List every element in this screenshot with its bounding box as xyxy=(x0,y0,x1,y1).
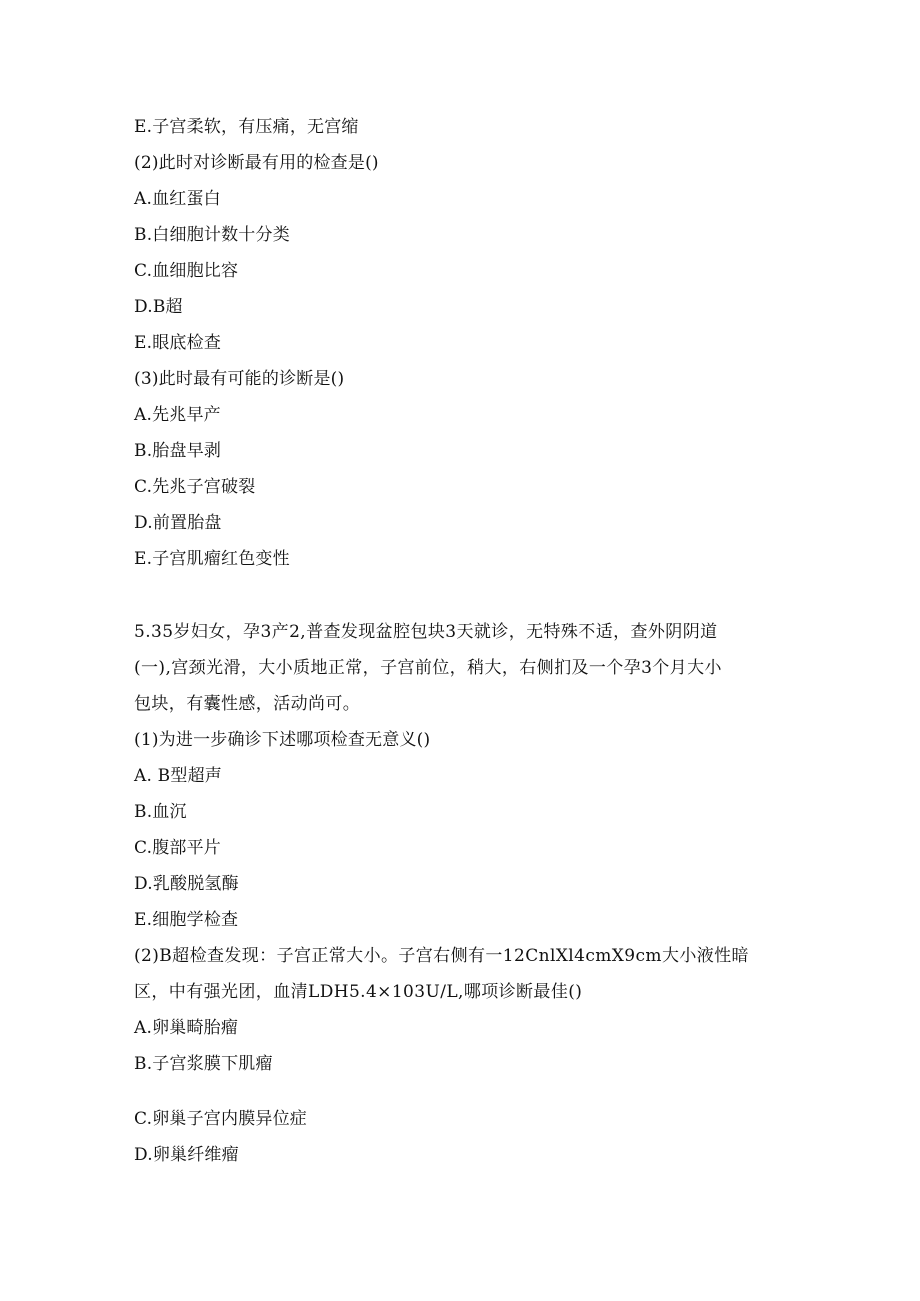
q5-stem-line-3: 包块，有囊性感，活动尚可。 xyxy=(134,694,361,714)
q5-sub2-option-a: A.卵巢畸胎瘤 xyxy=(134,1018,239,1038)
q5-sub1-option-b: B.血沉 xyxy=(134,802,187,822)
q4-sub1-option-e: E.子宫柔软，有压痛，无宫缩 xyxy=(134,117,359,137)
q4-sub3-option-c: C.先兆子宫破裂 xyxy=(134,477,256,497)
q4-sub3-stem: (3)此时最有可能的诊断是() xyxy=(134,369,345,389)
q4-sub3-option-d: D.前置胎盘 xyxy=(134,513,222,533)
q4-sub2-option-a: A.血红蛋白 xyxy=(134,189,221,209)
q4-sub3-option-a: A.先兆早产 xyxy=(134,405,221,425)
q5-sub1-stem: (1)为进一步确诊下述哪项检查无意义() xyxy=(134,730,431,750)
q4-sub2-option-b: B.白细胞计数十分类 xyxy=(134,225,290,245)
q5-stem-line-1: 5.35岁妇女，孕3产2,普查发现盆腔包块3天就诊，无特殊不适，查外阴阴道 xyxy=(134,622,718,642)
q5-sub1-option-e: E.细胞学检查 xyxy=(134,910,239,930)
q5-sub2-option-b: B.子宫浆膜下肌瘤 xyxy=(134,1054,273,1074)
q4-sub2-option-e: E.眼底检查 xyxy=(134,333,222,353)
q5-sub1-option-d: D.乳酸脱氢酶 xyxy=(134,874,239,894)
q5-sub2-stem-line-2: 区，中有强光团，血清LDH5.4×103U/L,哪项诊断最佳() xyxy=(134,982,583,1002)
q4-sub2-option-c: C.血细胞比容 xyxy=(134,261,239,281)
q5-sub1-option-a: A. B型超声 xyxy=(134,766,222,786)
q4-sub3-option-e: E.子宫肌瘤红色变性 xyxy=(134,549,290,569)
q5-sub2-option-d: D.卵巢纤维瘤 xyxy=(134,1145,239,1165)
q5-sub1-option-c: C.腹部平片 xyxy=(134,838,222,858)
q4-sub3-option-b: B.胎盘早剥 xyxy=(134,441,222,461)
q5-stem-line-2: (一),宫颈光滑，大小质地正常，子宫前位，稍大，右侧扪及一个孕3个月大小 xyxy=(134,658,722,678)
q4-sub2-option-d: D.B超 xyxy=(134,297,183,317)
q5-sub2-option-c: C.卵巢子宫内膜异位症 xyxy=(134,1109,308,1129)
q4-sub2-stem: (2)此时对诊断最有用的检查是() xyxy=(134,153,379,173)
q5-sub2-stem-line-1: (2)B超检查发现：子宫正常大小。子宫右侧有一12CnlXl4cmX9cm大小液性暗 xyxy=(134,946,749,966)
